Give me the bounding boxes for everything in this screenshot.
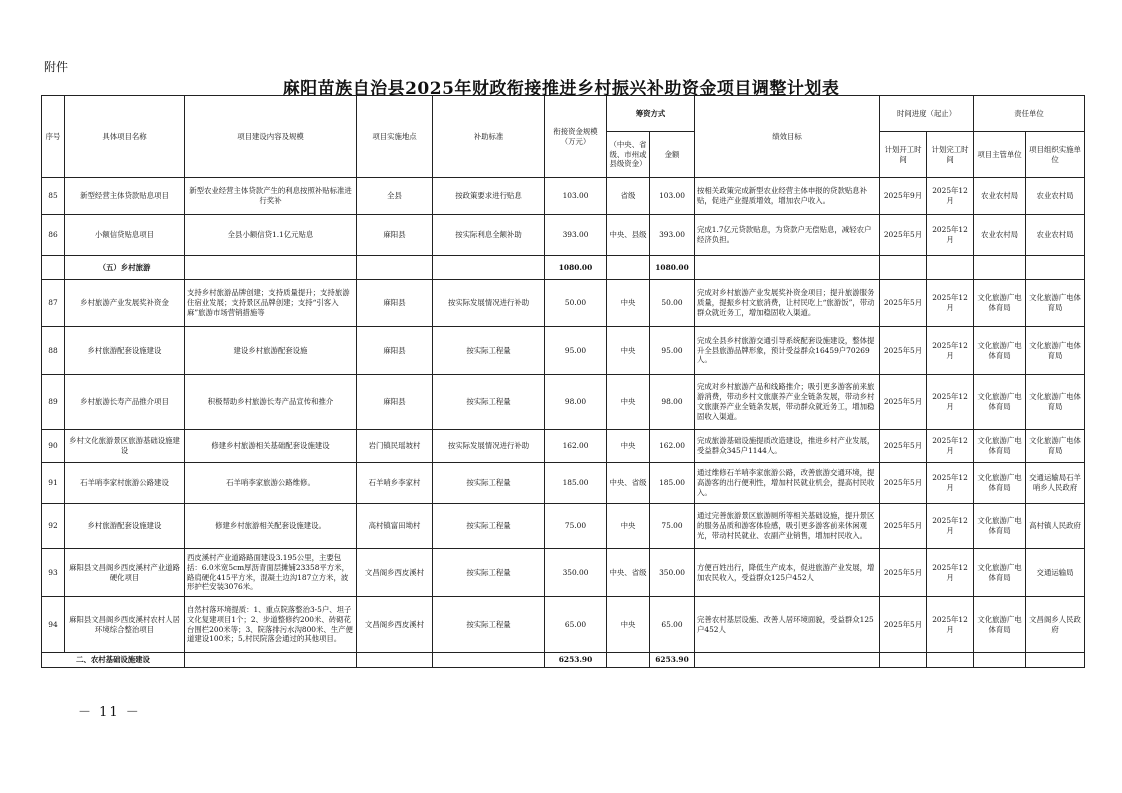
cell-end: 2025年12月 xyxy=(927,375,974,430)
page-number: － 11 － xyxy=(78,705,141,720)
cell-goal: 方便百姓出行，降低生产成本，促进旅游产业发展，增加农民收入，受益群众125户452人 xyxy=(695,549,880,597)
cell-level: 中央 xyxy=(607,375,650,430)
cell-standard: 按实际工程量 xyxy=(433,327,545,375)
cell-scale: 393.00 xyxy=(545,215,607,256)
table-row xyxy=(42,178,1085,215)
cell-goal: 完成旅游基础设施提质改造建设，推进乡村产业发展，受益群众345户1144人。 xyxy=(695,430,880,463)
cell-seq: 93 xyxy=(42,549,65,597)
cell-name: 小额信贷贴息项目 xyxy=(65,215,185,256)
cell-name: 石羊哨李家村旅游公路建设 xyxy=(65,463,185,504)
cell-seq: 87 xyxy=(42,280,65,327)
cell-scale: 162.00 xyxy=(545,430,607,463)
cell-end: 2025年12月 xyxy=(927,463,974,504)
cell-org: 农业农村局 xyxy=(1026,178,1085,215)
section-label: 二、农村基础设施建设 xyxy=(42,653,185,668)
cell-location: 麻阳县 xyxy=(357,327,433,375)
cell-standard: 按政策要求进行贴息 xyxy=(433,178,545,215)
cell-level: 中央、县级 xyxy=(607,215,650,256)
cell-name: 乡村旅游长寿产品推介项目 xyxy=(65,375,185,430)
cell-end: 2025年12月 xyxy=(927,178,974,215)
cell-name: 新型经营主体贷款贴息项目 xyxy=(65,178,185,215)
cell-level: 中央 xyxy=(607,327,650,375)
cell-name: 麻阳县文昌阁乡西皮溪村产业道路硬化项目 xyxy=(65,549,185,597)
cell-scale: 75.00 xyxy=(545,504,607,549)
cell-goal: 完成1.7亿元贷款贴息，为贷款户无偿贴息，减轻农户经济负担。 xyxy=(695,215,880,256)
cell-amount: 98.00 xyxy=(650,375,695,430)
section-row-infra xyxy=(42,653,1085,668)
header-funding-level: （中央、省级、市州或县级资金） xyxy=(607,132,650,178)
table-row xyxy=(42,375,1085,430)
cell-content: 自然村落环境提质：1、重点院落整治3-5户、坦子文化复建项目1个；2、步道整修约200米、砖砌花台围栏200米等；3、院落排污水沟800米、生产便道建设100米；5,村民院落会通过的其他项目。 xyxy=(185,597,357,653)
cell-dept: 文化旅游广电体育局 xyxy=(974,375,1026,430)
cell-end: 2025年12月 xyxy=(927,597,974,653)
cell-org: 高村镇人民政府 xyxy=(1026,504,1085,549)
cell-name: 乡村文化旅游景区旅游基础设施建设 xyxy=(65,430,185,463)
cell-standard: 按实际工程量 xyxy=(433,375,545,430)
cell-content: 石羊哨李家旅游公路维修。 xyxy=(185,463,357,504)
cell-end: 2025年12月 xyxy=(927,504,974,549)
cell-start: 2025年9月 xyxy=(880,178,927,215)
cell-dept: 文化旅游广电体育局 xyxy=(974,327,1026,375)
cell-dept: 农业农村局 xyxy=(974,215,1026,256)
cell-level: 中央 xyxy=(607,430,650,463)
cell-amount: 75.00 xyxy=(650,504,695,549)
cell-seq: 85 xyxy=(42,178,65,215)
cell-scale: 103.00 xyxy=(545,178,607,215)
cell-standard: 按实际发展情况进行补助 xyxy=(433,430,545,463)
project-table xyxy=(41,95,1085,668)
cell-amount: 50.00 xyxy=(650,280,695,327)
cell-standard: 按实际工程量 xyxy=(433,463,545,504)
cell-name: 乡村旅游产业发展奖补资金 xyxy=(65,280,185,327)
cell-start: 2025年5月 xyxy=(880,549,927,597)
cell-goal: 完成对乡村旅游产品和线路推介；吸引更多游客前来旅游消费，带动乡村文旅康养产业全链条发展，带动乡村文旅康养产业全链条发展，带动群众就近务工，增加稳固收入渠道。 xyxy=(695,375,880,430)
cell-seq: 86 xyxy=(42,215,65,256)
cell-dept: 文化旅游广电体育局 xyxy=(974,430,1026,463)
cell-scale: 350.00 xyxy=(545,549,607,597)
header-content: 项目建设内容及规模 xyxy=(185,96,357,178)
cell-seq: 88 xyxy=(42,327,65,375)
cell-scale: 185.00 xyxy=(545,463,607,504)
cell-scale: 95.00 xyxy=(545,327,607,375)
attachment-label: 附件 xyxy=(44,60,69,74)
cell-dept: 文化旅游广电体育局 xyxy=(974,549,1026,597)
cell-org: 文昌阁乡人民政府 xyxy=(1026,597,1085,653)
cell-seq: 92 xyxy=(42,504,65,549)
header-seq: 序号 xyxy=(42,96,65,178)
cell-seq: 91 xyxy=(42,463,65,504)
cell-goal: 完成全县乡村旅游交通引导系统配套设施建设，整体提升全县旅游品牌形象，预计受益群众16459户70269人。 xyxy=(695,327,880,375)
cell-location: 全县 xyxy=(357,178,433,215)
header-location: 项目实施地点 xyxy=(357,96,433,178)
cell-start: 2025年5月 xyxy=(880,504,927,549)
cell-start: 2025年5月 xyxy=(880,597,927,653)
cell-dept: 文化旅游广电体育局 xyxy=(974,280,1026,327)
cell-start: 2025年5月 xyxy=(880,280,927,327)
cell-amount: 95.00 xyxy=(650,327,695,375)
cell-location: 岩门镇民瑶坡村 xyxy=(357,430,433,463)
cell-location: 麻阳县 xyxy=(357,375,433,430)
cell-dept: 文化旅游广电体育局 xyxy=(974,463,1026,504)
section-scale: 1080.00 xyxy=(545,256,607,280)
header-end: 计划完工时间 xyxy=(927,132,974,178)
cell-amount: 162.00 xyxy=(650,430,695,463)
cell-end: 2025年12月 xyxy=(927,549,974,597)
cell-content: 支持乡村旅游品牌创建；支持质量提升；支持旅游住宿业发展；支持景区品牌创建；支持“引客入麻”旅游市场营销措施等 xyxy=(185,280,357,327)
cell-start: 2025年5月 xyxy=(880,327,927,375)
tourism-rows xyxy=(42,280,1085,653)
cell-standard: 按实际发展情况进行补助 xyxy=(433,280,545,327)
cell-org: 交通运输局 xyxy=(1026,549,1085,597)
cell-location: 文昌阁乡西皮溪村 xyxy=(357,597,433,653)
cell-amount: 393.00 xyxy=(650,215,695,256)
cell-org: 文化旅游广电体育局 xyxy=(1026,327,1085,375)
header-org: 项目组织实施单位 xyxy=(1026,132,1085,178)
cell-level: 中央 xyxy=(607,280,650,327)
section-amount: 6253.90 xyxy=(650,653,695,668)
cell-content: 全县小额信贷1.1亿元贴息 xyxy=(185,215,357,256)
header-dept: 项目主管单位 xyxy=(974,132,1026,178)
cell-org: 文化旅游广电体育局 xyxy=(1026,375,1085,430)
table-row xyxy=(42,463,1085,504)
cell-standard: 按实际工程量 xyxy=(433,549,545,597)
cell-level: 中央 xyxy=(607,597,650,653)
cell-location: 麻阳县 xyxy=(357,280,433,327)
cell-name: 麻阳县文昌阁乡西皮溪村农村人居环境综合整治项目 xyxy=(65,597,185,653)
cell-location: 麻阳县 xyxy=(357,215,433,256)
cell-level: 中央 xyxy=(607,504,650,549)
table-row xyxy=(42,327,1085,375)
cell-goal: 通过维修石羊哨李家旅游公路，改善旅游交通环境，提高游客的出行便利性，增加村民就业机会，提高村民收入。 xyxy=(695,463,880,504)
cell-end: 2025年12月 xyxy=(927,215,974,256)
cell-amount: 103.00 xyxy=(650,178,695,215)
header-funding-amount: 金额 xyxy=(650,132,695,178)
cell-goal: 按相关政策完成新型农业经营主体申报的贷款贴息补贴，促进产业提质增效，增加农户收入。 xyxy=(695,178,880,215)
section-amount: 1080.00 xyxy=(650,256,695,280)
table-row xyxy=(42,549,1085,597)
section-scale: 6253.90 xyxy=(545,653,607,668)
cell-content: 修建乡村旅游相关基础配套设施建设 xyxy=(185,430,357,463)
cell-location: 文昌阁乡西皮溪村 xyxy=(357,549,433,597)
page-title: 麻阳苗族自治县2025年财政衔接推进乡村振兴补助资金项目调整计划表 xyxy=(282,79,840,99)
cell-amount: 185.00 xyxy=(650,463,695,504)
cell-standard: 按实际工程量 xyxy=(433,504,545,549)
cell-start: 2025年5月 xyxy=(880,215,927,256)
cell-location: 石羊哨乡李家村 xyxy=(357,463,433,504)
cell-content: 西皮溪村产业道路路面建设3.195公里，主要包括：6.0米宽5cm厚沥青面层摊铺23358平方米，路肩硬化415平方米，混凝土边沟187立方米，波形护栏安装3076米。 xyxy=(185,549,357,597)
cell-goal: 完善农村基层设施、改善人居环境面貌，受益群众125户452人 xyxy=(695,597,880,653)
cell-standard: 按实际利息全额补助 xyxy=(433,215,545,256)
header-standard: 补助标准 xyxy=(433,96,545,178)
cell-seq: 90 xyxy=(42,430,65,463)
cell-level: 中央、省级 xyxy=(607,549,650,597)
cell-dept: 文化旅游广电体育局 xyxy=(974,504,1026,549)
table-row xyxy=(42,280,1085,327)
cell-level: 中央、省级 xyxy=(607,463,650,504)
cell-scale: 65.00 xyxy=(545,597,607,653)
cell-start: 2025年5月 xyxy=(880,463,927,504)
cell-org: 交通运输局石羊哨乡人民政府 xyxy=(1026,463,1085,504)
cell-goal: 通过完善旅游景区旅游厕所等相关基础设施，提升景区的服务品质和游客体验感，吸引更多游客前来休闲观光，带动村民就业、农副产业销售，增加村民收入。 xyxy=(695,504,880,549)
cell-org: 农业农村局 xyxy=(1026,215,1085,256)
header-funding: 筹资方式 xyxy=(607,96,695,132)
table-row xyxy=(42,430,1085,463)
table-row xyxy=(42,215,1085,256)
cell-end: 2025年12月 xyxy=(927,327,974,375)
table-row xyxy=(42,597,1085,653)
cell-level: 省级 xyxy=(607,178,650,215)
cell-content: 建设乡村旅游配套设施 xyxy=(185,327,357,375)
header-row-1 xyxy=(42,96,1085,132)
cell-dept: 农业农村局 xyxy=(974,178,1026,215)
cell-seq: 89 xyxy=(42,375,65,430)
cell-amount: 65.00 xyxy=(650,597,695,653)
cell-start: 2025年5月 xyxy=(880,430,927,463)
cell-location: 高村镇富田坳村 xyxy=(357,504,433,549)
cell-end: 2025年12月 xyxy=(927,280,974,327)
cell-seq: 94 xyxy=(42,597,65,653)
header-schedule: 时间进度（起止） xyxy=(880,96,974,132)
cell-name: 乡村旅游配套设施建设 xyxy=(65,504,185,549)
cell-dept: 文化旅游广电体育局 xyxy=(974,597,1026,653)
cell-start: 2025年5月 xyxy=(880,375,927,430)
cell-end: 2025年12月 xyxy=(927,430,974,463)
cell-scale: 50.00 xyxy=(545,280,607,327)
section-label: （五）乡村旅游 xyxy=(65,256,185,280)
cell-content: 积极帮助乡村旅游长寿产品宣传和推介 xyxy=(185,375,357,430)
cell-scale: 98.00 xyxy=(545,375,607,430)
cell-org: 文化旅游广电体育局 xyxy=(1026,280,1085,327)
header-goal: 绩效目标 xyxy=(695,96,880,178)
header-start: 计划开工时间 xyxy=(880,132,927,178)
header-name: 具体项目名称 xyxy=(65,96,185,178)
cell-content: 新型农业经营主体贷款产生的利息按照补贴标准进行奖补 xyxy=(185,178,357,215)
cell-name: 乡村旅游配套设施建设 xyxy=(65,327,185,375)
cell-standard: 按实际工程量 xyxy=(433,597,545,653)
table-row xyxy=(42,504,1085,549)
cell-org: 文化旅游广电体育局 xyxy=(1026,430,1085,463)
header-scale: 衔接资金规模（万元） xyxy=(545,96,607,178)
section-row-tourism xyxy=(42,256,1085,280)
header-responsible: 责任单位 xyxy=(974,96,1085,132)
cell-amount: 350.00 xyxy=(650,549,695,597)
cell-goal: 完成对乡村旅游产业发展奖补资金项目；提升旅游服务质量，提振乡村文旅消费，让村民吃上“旅游饭”，带动群众就近务工，增加稳固收入渠道。 xyxy=(695,280,880,327)
cell-content: 修建乡村旅游相关配套设施建设。 xyxy=(185,504,357,549)
